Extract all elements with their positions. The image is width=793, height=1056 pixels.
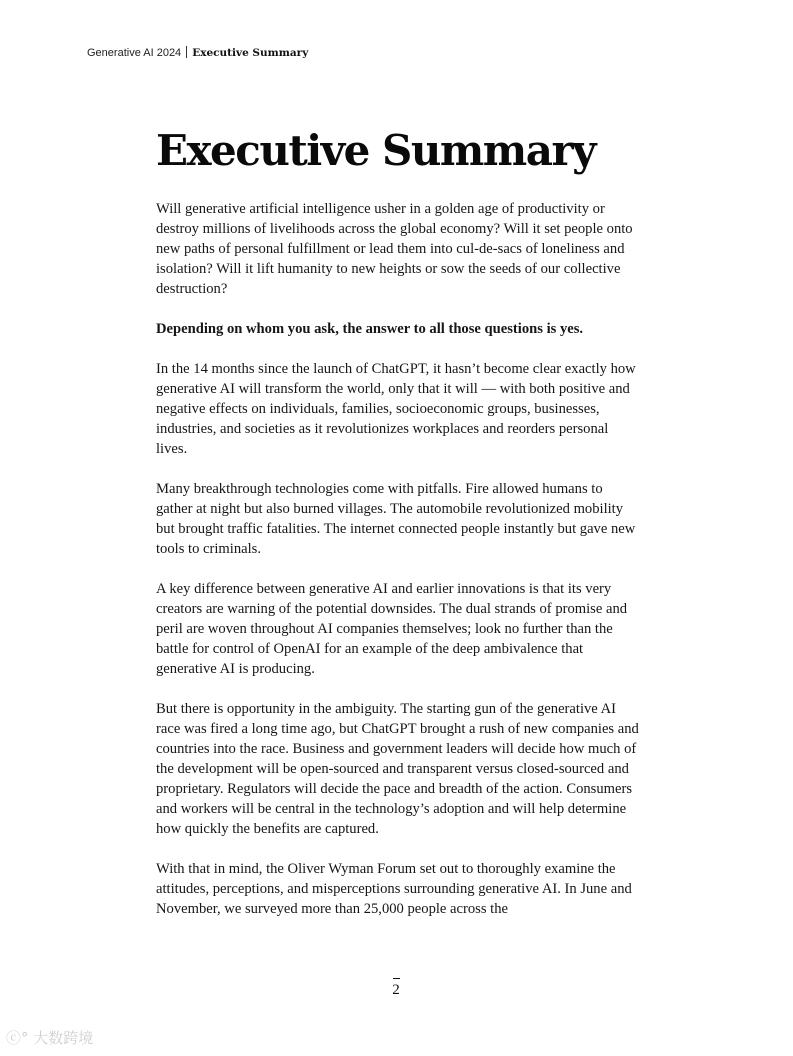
header-divider <box>186 46 187 58</box>
paragraph: Many breakthrough technologies come with pitfalls. Fire allowed humans to gather at night but also burned villages. The automobile revolutionized mobility but brought traffic fatalities. The internet connected people instantly but gave new tools to criminals. <box>156 481 636 557</box>
key-statement: Depending on whom you ask, the answer to all those questions is yes. <box>156 321 584 337</box>
paragraph: A key difference between generative AI and earlier innovations is that its very creators are warning of the potential downsides. The dual strands of promise and peril are woven throughout AI companies themselves; look no further than the battle for control of OpenAI for an example of the deep ambivalence that generative AI is producing. <box>156 581 628 677</box>
body-text <box>156 199 641 919</box>
page-title: Executive Summary <box>156 126 595 175</box>
paragraph: With that in mind, the Oliver Wyman Forum set out to thoroughly examine the attitudes, perceptions, and misperceptions surrounding generative AI. In June and November, we surveyed more than 25,000 people across the <box>156 861 632 917</box>
running-header <box>87 45 308 61</box>
watermark-text: 大数跨境 <box>33 1029 94 1047</box>
page-number-value: 2 <box>392 982 400 998</box>
paragraph: But there is opportunity in the ambiguity. The starting gun of the generative AI race was fired a long time ago, but ChatGPT brought a rush of new companies and countries into the race. Business and government leaders will decide how much of the development will be open-sourced and transparent versus closed-sourced and proprietary. Regulators will decide the pace and breadth of the action. Consumers and workers will be central in the technology’s adoption and will help determine how quickly the benefits are captured. <box>156 701 639 837</box>
watermark-icon: ⓒ° <box>6 1029 29 1047</box>
report-name: Generative AI 2024 <box>87 47 182 59</box>
page-number-rule <box>393 978 400 979</box>
paragraph: In the 14 months since the launch of ChatGPT, it hasn’t become clear exactly how generative AI will transform the world, only that it will — with both positive and negative effects on individuals, families, socioeconomic groups, businesses, industries, and societies as it revolutionizes workplaces and reorders personal lives. <box>156 361 636 457</box>
paragraph: Will generative artificial intelligence usher in a golden age of productivity or destroy millions of livelihoods across the global economy? Will it set people onto new paths of personal fulfillment or lead them into cul-de-sacs of loneliness and isolation? Will it lift humanity to new heights or sow the seeds of our collective destruction? <box>156 201 633 297</box>
page-number <box>386 978 406 1000</box>
section-name: Executive Summary <box>192 47 309 59</box>
watermark <box>6 1028 93 1048</box>
